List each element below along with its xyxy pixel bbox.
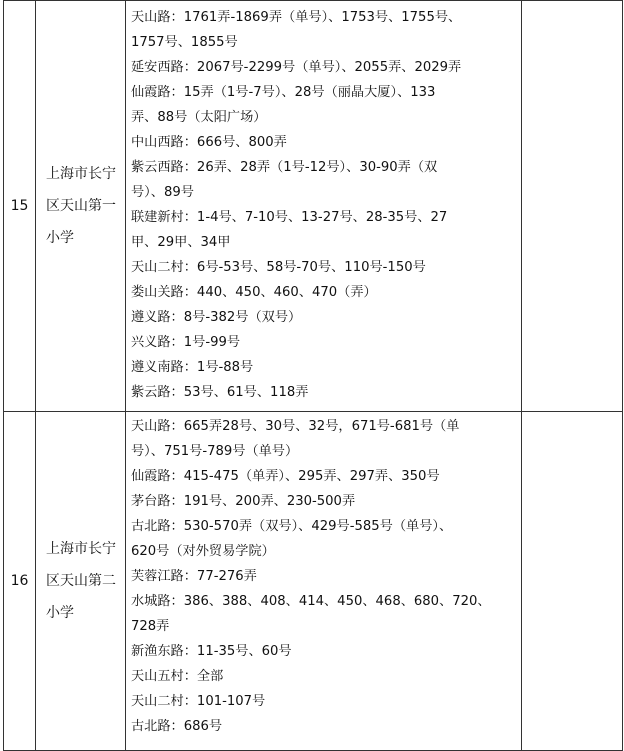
school-name-line: 上海市长宁 [46,166,116,182]
school-name-line: 区天山第二 [46,573,116,589]
street-line: 兴义路：1号-99号 [131,335,241,350]
street-line: 紫云西路：26弄、28弄（1号-12号）、30-90弄（双 [131,160,438,175]
street-line: 天山路：665弄28号、30号、32号，671号-681号（单 [131,419,460,434]
school-name [36,1,126,412]
street-line: 中山西路：666号、800弄 [131,135,287,150]
street-line: 号）、89号 [131,185,194,200]
street-line: 1757号、1855号 [131,35,238,50]
street-line: 古北路：530-570弄（双号）、429号-585号（单号）、 [131,519,453,534]
street-list [126,412,522,751]
street-line: 新渔东路：11-35号、60号 [131,644,292,659]
street-line: 号）、751号-789号（单号） [131,444,299,459]
school-name-line: 小学 [46,605,74,621]
street-line: 天山路：1761弄-1869弄（单号）、1753号、1755号、 [131,10,462,25]
street-line: 联建新村：1-4号、7-10号、13-27号、28-35号、27 [131,210,448,225]
school-name-line: 区天山第一 [46,198,116,214]
street-list [126,1,522,412]
street-line: 仙霞路：415-475（单弄）、295弄、297弄、350号 [131,469,440,484]
row-number: 15 [4,1,36,412]
note-cell [522,412,623,751]
street-line: 天山二村：6号-53号、58号-70号、110号-150号 [131,260,426,275]
street-line: 甲、29甲、34甲 [131,235,231,250]
street-line: 茅台路：191号、200弄、230-500弄 [131,494,356,509]
school-name-line: 上海市长宁 [46,541,116,557]
school-name [36,412,126,751]
street-line: 遵义路：8号-382号（双号） [131,310,302,325]
street-line: 天山五村：全部 [131,669,224,684]
street-line: 弄、88号（太阳广场） [131,110,267,125]
school-name-line: 小学 [46,230,74,246]
street-line: 紫云路：53号、61号、118弄 [131,385,309,400]
street-line: 620号（对外贸易学院） [131,544,275,559]
street-line: 水城路：386、388、408、414、450、468、680、720、 [131,594,491,609]
note-cell [522,1,623,412]
street-line: 728弄 [131,619,170,634]
table-row [4,1,623,412]
school-district-table [3,0,623,751]
street-line: 仙霞路：15弄（1号-7号）、28号（丽晶大厦）、133 [131,85,436,100]
street-line: 古北路：686号 [131,719,223,734]
street-line: 遵义南路：1号-88号 [131,360,254,375]
table-row [4,412,623,751]
street-line: 延安西路：2067号-2299号（单号）、2055弄、2029弄 [131,60,462,75]
street-line: 天山二村：101-107号 [131,694,266,709]
street-line: 芙蓉江路：77-276弄 [131,569,257,584]
row-number: 16 [4,412,36,751]
street-line: 娄山关路：440、450、460、470（弄） [131,285,377,300]
